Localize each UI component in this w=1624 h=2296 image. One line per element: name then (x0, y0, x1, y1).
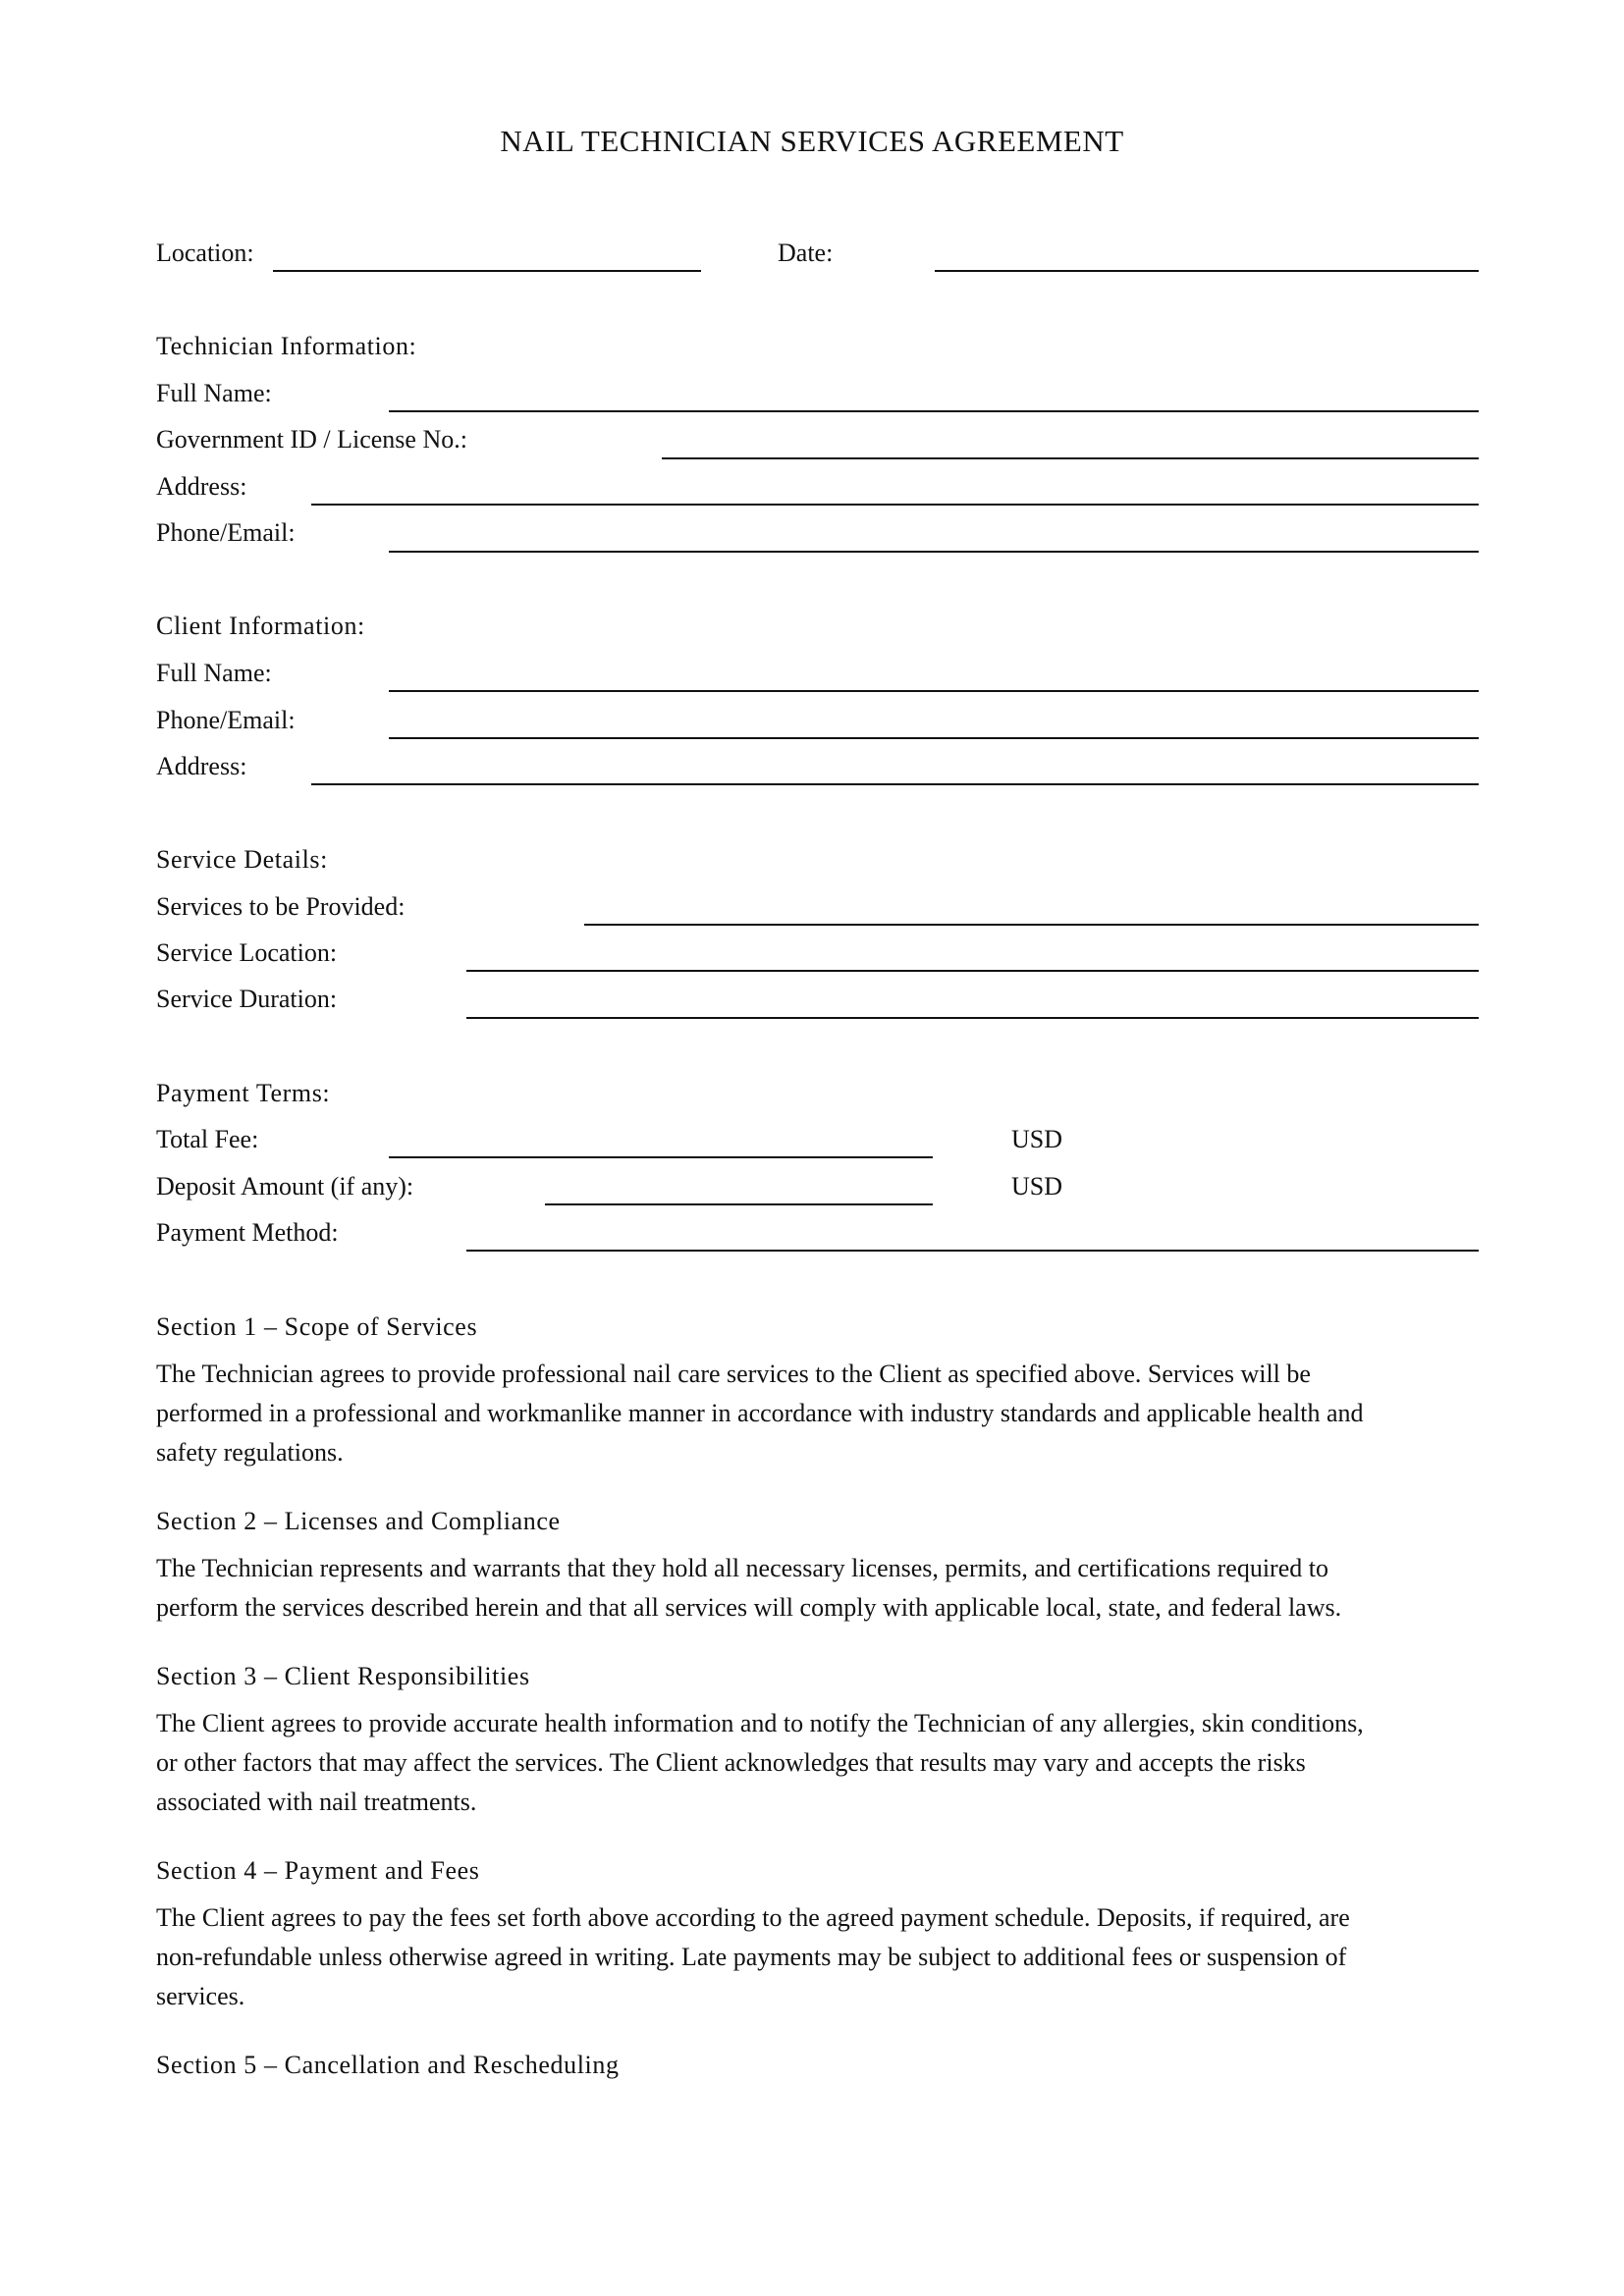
technician-address-label: Address: (156, 472, 247, 501)
section-2-heading: Section 2 – Licenses and Compliance (156, 1507, 561, 1535)
client-contact-field[interactable] (389, 737, 1479, 739)
section-3-body (156, 1704, 1482, 1822)
section-2-line: The Technician represents and warrants that they hold all necessary licenses, permits, and certifications required to (156, 1554, 1328, 1582)
section-1-heading: Section 1 – Scope of Services (156, 1312, 478, 1341)
service-location-label: Service Location: (156, 938, 338, 967)
date-field[interactable] (935, 270, 1479, 272)
service-duration-field[interactable] (466, 1017, 1479, 1019)
technician-id-field[interactable] (662, 457, 1479, 459)
document-title: NAIL TECHNICIAN SERVICES AGREEMENT (500, 124, 1124, 158)
location-field[interactable] (273, 270, 701, 272)
payment-method-label: Payment Method: (156, 1218, 339, 1247)
section-1-line: The Technician agrees to provide professional nail care services to the Client as specified above. Services will be (156, 1360, 1311, 1388)
client-address-label: Address: (156, 752, 247, 780)
section-1-line: safety regulations. (156, 1438, 344, 1467)
client-full-name-label: Full Name: (156, 659, 272, 687)
service-heading: Service Details: (156, 845, 328, 874)
section-2-line: perform the services described herein and that all services will comply with applicable local, state, and federal laws. (156, 1593, 1342, 1622)
section-4-line: non-refundable unless otherwise agreed in writing. Late payments may be subject to additional fees or suspension of (156, 1943, 1347, 1971)
section-1-body (156, 1355, 1482, 1472)
service-duration-label: Service Duration: (156, 985, 338, 1013)
section-5-heading: Section 5 – Cancellation and Rescheduling (156, 2051, 620, 2079)
technician-address-field[interactable] (311, 504, 1479, 506)
section-3-heading: Section 3 – Client Responsibilities (156, 1662, 530, 1690)
total-fee-currency: USD (1011, 1125, 1063, 1153)
section-3-line: or other factors that may affect the services. The Client acknowledges that results may vary and accepts the risks (156, 1748, 1306, 1777)
technician-contact-field[interactable] (389, 551, 1479, 553)
client-heading: Client Information: (156, 612, 365, 640)
section-4-heading: Section 4 – Payment and Fees (156, 1856, 480, 1885)
service-location-field[interactable] (466, 970, 1479, 972)
section-4-line: services. (156, 1982, 245, 2010)
section-4-body (156, 1898, 1482, 2016)
section-3-line: The Client agrees to provide accurate health information and to notify the Technician of any allergies, skin conditions, (156, 1709, 1364, 1737)
location-label: Location: (156, 239, 254, 267)
section-4-line: The Client agrees to pay the fees set forth above according to the agreed payment schedule. Deposits, if required, are (156, 1903, 1350, 1932)
payment-heading: Payment Terms: (156, 1079, 331, 1107)
payment-method-field[interactable] (466, 1250, 1479, 1252)
total-fee-label: Total Fee: (156, 1125, 259, 1153)
services-provided-label: Services to be Provided: (156, 892, 406, 921)
deposit-field[interactable] (545, 1203, 933, 1205)
section-1-line: performed in a professional and workmanlike manner in accordance with industry standards and applicable health and (156, 1399, 1364, 1427)
date-label: Date: (778, 239, 834, 267)
technician-id-label: Government ID / License No.: (156, 425, 467, 454)
section-2-body (156, 1549, 1482, 1628)
client-address-field[interactable] (311, 783, 1479, 785)
deposit-label: Deposit Amount (if any): (156, 1172, 414, 1201)
section-3-line: associated with nail treatments. (156, 1788, 477, 1816)
deposit-currency: USD (1011, 1172, 1063, 1201)
client-full-name-field[interactable] (389, 690, 1479, 692)
services-provided-field[interactable] (584, 924, 1479, 926)
technician-heading: Technician Information: (156, 332, 417, 360)
technician-full-name-field[interactable] (389, 410, 1479, 412)
technician-contact-label: Phone/Email: (156, 518, 296, 547)
total-fee-field[interactable] (389, 1156, 933, 1158)
technician-full-name-label: Full Name: (156, 379, 272, 407)
client-contact-label: Phone/Email: (156, 706, 296, 734)
